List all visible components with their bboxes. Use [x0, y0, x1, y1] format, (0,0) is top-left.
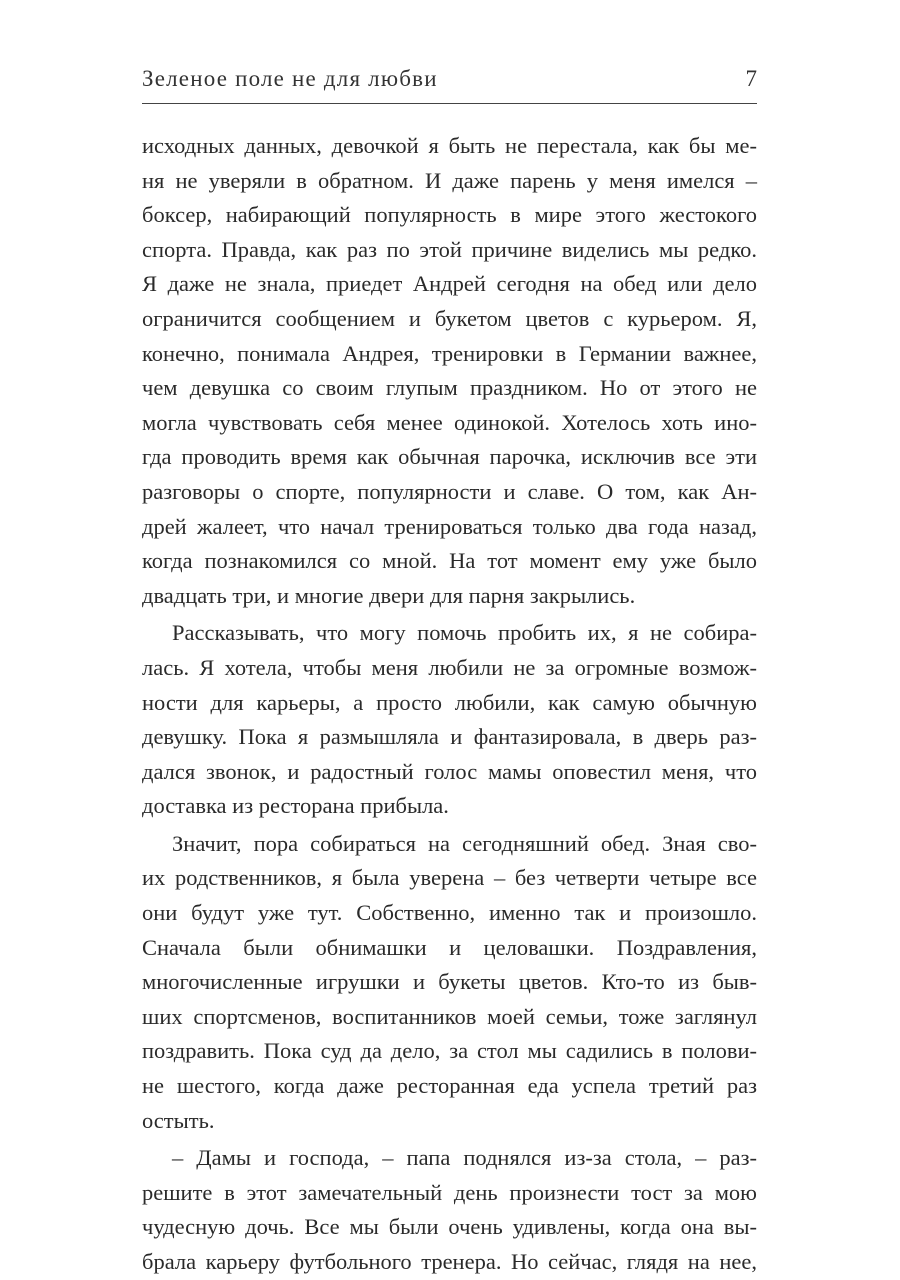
text-line: Я даже не знала, приедет Андрей сегодня на обед или дело	[142, 271, 757, 297]
text-line: двадцать три, и многие двери для парня закрылись.	[142, 582, 636, 608]
running-title: Зеленое поле не для любви	[142, 66, 438, 91]
header-rule	[142, 103, 757, 104]
text-line: могла чувствовать себя менее одинокой. Хотелось хоть ино-	[142, 409, 757, 435]
text-line: Сначала были обнимашки и целовашки. Поздравления,	[142, 934, 757, 960]
paragraph	[142, 827, 757, 1138]
text-line: – Дамы и господа, – папа поднялся из-за стола, – раз-	[172, 1145, 757, 1171]
text-line: конечно, понимала Андрея, тренировки в Германии важнее,	[142, 340, 757, 366]
text-line: доставка из ресторана прибыла.	[142, 793, 449, 819]
text-line: исходных данных, девочкой я быть не перестала, как бы ме-	[142, 133, 757, 158]
text-line: решите в этот замечательный день произнести тост за мою	[142, 1179, 757, 1205]
text-line: боксер, набирающий популярность в мире этого жестокого	[142, 202, 757, 228]
paragraph	[142, 1141, 757, 1279]
text-line: девушку. Пока я размышляла и фантазировала, в дверь раз-	[142, 724, 757, 750]
text-line: дался звонок, и радостный голос мамы оповестил меня, что	[142, 758, 757, 784]
text-line: поздравить. Пока суд да дело, за стол мы садились в полови-	[142, 1038, 757, 1064]
text-line: остыть.	[142, 1107, 215, 1133]
text-line: не шестого, когда даже ресторанная еда успела третий раз	[142, 1073, 757, 1099]
text-line: многочисленные игрушки и букеты цветов. Кто-то из быв-	[142, 969, 757, 995]
text-line: чудесную дочь. Все мы были очень удивлены, когда она вы-	[142, 1214, 757, 1240]
text-line: гда проводить время как обычная парочка, исключив все эти	[142, 444, 757, 470]
text-line: дрей жалеет, что начал тренироваться только два года назад,	[142, 513, 757, 539]
text-line: ших спортсменов, воспитанников моей семьи, тоже заглянул	[142, 1003, 757, 1029]
text-line: они будут уже тут. Собственно, именно так и произошло.	[142, 900, 757, 926]
text-line: разговоры о спорте, популярности и славе. О том, как Ан-	[142, 478, 757, 504]
text-line: их родственников, я была уверена – без четверти четыре все	[142, 865, 757, 891]
text-line: лась. Я хотела, чтобы меня любили не за огромные возмож-	[142, 654, 757, 680]
paragraph	[142, 129, 757, 613]
text-line: ности для карьеры, а просто любили, как самую обычную	[142, 689, 757, 715]
running-header	[142, 66, 757, 96]
page-body	[142, 129, 757, 1280]
text-line: ня не уверяли в обратном. И даже парень у меня имелся –	[142, 167, 757, 193]
paragraph	[142, 616, 757, 824]
page-number: 7	[745, 66, 757, 91]
text-line: чем девушка со своим глупым праздником. Но от этого не	[142, 375, 757, 401]
text-line: когда познакомился со мной. На тот момент ему уже было	[142, 548, 757, 574]
text-line: ограничится сообщением и букетом цветов с курьером. Я,	[142, 305, 757, 331]
text-line: Значит, пора собираться на сегодняшний обед. Зная сво-	[172, 830, 757, 856]
text-line: брала карьеру футбольного тренера. Но сейчас, глядя на нее,	[142, 1249, 757, 1274]
text-line: спорта. Правда, как раз по этой причине виделись мы редко.	[142, 236, 757, 262]
text-line: Рассказывать, что могу помочь пробить их, я не собира-	[172, 620, 757, 646]
